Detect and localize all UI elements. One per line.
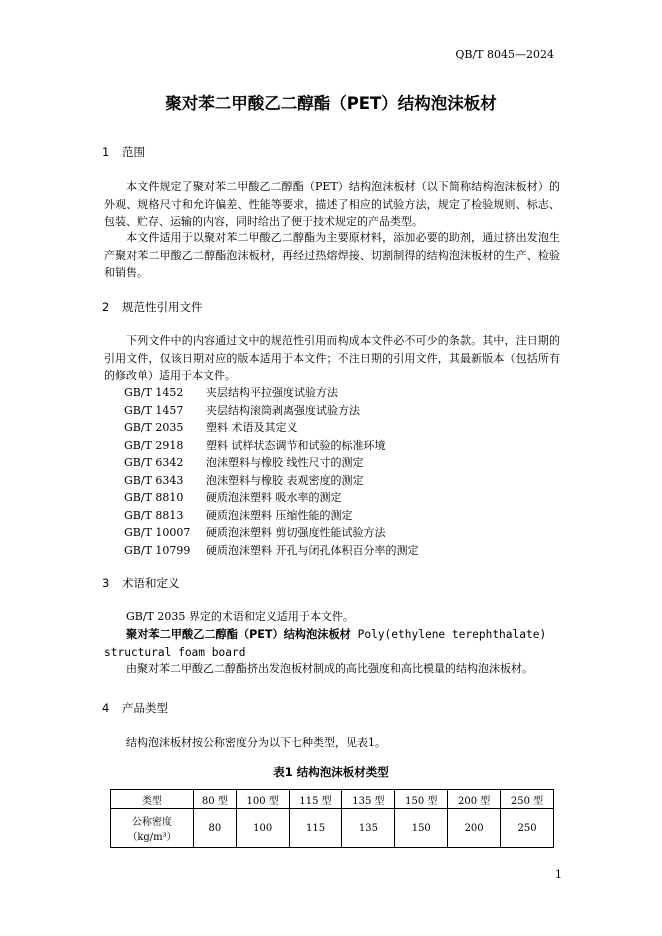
term-chinese: 聚对苯二甲酸乙二醇酯（PET）结构泡沫板材 bbox=[126, 628, 351, 641]
document-title: 聚对苯二甲酸乙二醇酯（PET）结构泡沫板材 bbox=[165, 94, 497, 113]
table-cell: 135 bbox=[342, 809, 395, 848]
reference-code: GB/T 1452 bbox=[124, 386, 184, 399]
reference-name: 泡沫塑料与橡胶 线性尺寸的测定 bbox=[206, 456, 364, 469]
section-number: 4 bbox=[102, 701, 110, 715]
page-number: 1 bbox=[555, 868, 562, 881]
section-3-intro bbox=[104, 608, 560, 626]
row-label-line: （kg/m³） bbox=[127, 832, 177, 843]
term-definition bbox=[104, 660, 560, 678]
reference-item bbox=[124, 507, 419, 525]
paragraph-text: 本文件规定了聚对苯二甲酸乙二醇酯（PET）结构泡沫板材（以下简称结构泡沫板材）的外观、规格尺寸和允许偏差、性能等要求，描述了相应的试验方法，规定了检验规则、标志、包装、贮存、运输的内容，同时给出了便于技术规定的产品类型。 bbox=[104, 180, 560, 228]
reference-item bbox=[124, 454, 419, 472]
reference-item bbox=[124, 384, 419, 402]
section-1-paragraph-2 bbox=[104, 229, 560, 282]
section-number: 3 bbox=[102, 576, 110, 590]
reference-code: GB/T 2918 bbox=[124, 438, 184, 452]
reference-name: 硬质泡沫塑料 开孔与闭孔体积百分率的测定 bbox=[206, 543, 419, 557]
table-row bbox=[111, 809, 554, 848]
reference-code: GB/T 2035 bbox=[124, 421, 184, 434]
section-4-heading bbox=[102, 700, 168, 716]
term-line-1 bbox=[104, 626, 564, 644]
reference-name: 塑料 术语及其定义 bbox=[206, 421, 298, 434]
reference-name: 塑料 试样状态调节和试验的标准环境 bbox=[206, 438, 386, 452]
table-header-cell: 100 型 bbox=[236, 790, 289, 809]
reference-code: GB/T 10799 bbox=[124, 543, 191, 557]
reference-item bbox=[124, 419, 419, 437]
reference-code: GB/T 1457 bbox=[124, 403, 184, 417]
reference-name: 硬质泡沫塑料 压缩性能的测定 bbox=[206, 508, 353, 522]
section-title: 范围 bbox=[122, 145, 145, 159]
reference-list bbox=[124, 384, 419, 559]
section-number: 1 bbox=[102, 145, 110, 159]
reference-code: GB/T 10007 bbox=[124, 526, 191, 539]
paragraph-text: 下列文件中的内容通过文中的规范性引用而构成本文件必不可少的条款。其中，注日期的引用文件，仅该日期对应的版本适用于本文件；不注日期的引用文件，其最新版本（包括所有的修改单）适用于本文件。 bbox=[104, 334, 560, 382]
section-3-heading bbox=[102, 575, 180, 591]
table-header-cell: 115 型 bbox=[289, 790, 342, 809]
section-title: 术语和定义 bbox=[122, 576, 180, 590]
term-english-1: Poly(ethylene terephthalate) bbox=[357, 628, 547, 641]
table-cell: 80 bbox=[194, 809, 237, 848]
reference-item bbox=[124, 489, 419, 507]
reference-code: GB/T 6342 bbox=[124, 456, 184, 469]
section-number: 2 bbox=[102, 300, 110, 314]
table-header-cell: 150 型 bbox=[395, 790, 448, 809]
section-4-paragraph-1 bbox=[104, 734, 560, 752]
reference-name: 夹层结构滚筒剥离强度试验方法 bbox=[206, 403, 360, 417]
table-cell: 250 bbox=[501, 809, 554, 848]
paragraph-text: 本文件适用于以聚对苯二甲酸乙二醇酯为主要原材料，添加必要的助剂，通过挤出发泡生产聚对苯二甲酸乙二醇酯泡沫板材，再经过热熔焊接、切割制得的结构泡沫板材的生产、检验和销售。 bbox=[104, 231, 560, 279]
paragraph-text: 结构泡沫板材按公称密度分为以下七种类型，见表1。 bbox=[126, 736, 386, 749]
table-row-label bbox=[111, 809, 194, 848]
section-title: 规范性引用文件 bbox=[122, 300, 203, 314]
table-caption: 表1 结构泡沫板材类型 bbox=[273, 765, 389, 779]
table-cell: 150 bbox=[395, 809, 448, 848]
table-header-row bbox=[111, 790, 554, 809]
table-cell: 200 bbox=[448, 809, 501, 848]
reference-item bbox=[124, 542, 419, 560]
table-header-cell: 135 型 bbox=[342, 790, 395, 809]
paragraph-text: GB/T 2035 界定的术语和定义适用于本文件。 bbox=[126, 610, 354, 623]
section-2-paragraph-1 bbox=[104, 332, 560, 385]
reference-name: 硬质泡沫塑料 吸水率的测定 bbox=[206, 491, 342, 504]
reference-item bbox=[124, 524, 419, 542]
section-2-heading bbox=[102, 299, 203, 315]
table-cell: 115 bbox=[289, 809, 342, 848]
product-type-table bbox=[110, 789, 554, 848]
reference-item bbox=[124, 472, 419, 490]
table-header-cell: 200 型 bbox=[448, 790, 501, 809]
reference-name: 硬质泡沫塑料 剪切强度性能试验方法 bbox=[206, 526, 386, 539]
section-1-paragraph-1 bbox=[104, 178, 560, 231]
term-english-2: structural foam board bbox=[104, 645, 246, 659]
term-entry bbox=[104, 626, 564, 661]
table-cell: 100 bbox=[236, 809, 289, 848]
section-title: 产品类型 bbox=[122, 701, 168, 715]
reference-code: GB/T 6343 bbox=[124, 473, 184, 487]
table-header-cell: 类型 bbox=[111, 790, 194, 809]
paragraph-text: 由聚对苯二甲酸乙二醇酯挤出发泡板材制成的高比强度和高比模量的结构泡沫板材。 bbox=[126, 662, 533, 675]
reference-item bbox=[124, 437, 419, 455]
reference-code: GB/T 8813 bbox=[124, 508, 184, 522]
table-header-cell: 80 型 bbox=[194, 790, 237, 809]
row-label-line: 公称密度 bbox=[132, 817, 172, 828]
reference-code: GB/T 8810 bbox=[124, 491, 184, 504]
reference-name: 夹层结构平拉强度试验方法 bbox=[206, 386, 338, 399]
reference-item bbox=[124, 402, 419, 420]
standard-code: QB/T 8045—2024 bbox=[455, 48, 554, 61]
reference-name: 泡沫塑料与橡胶 表观密度的测定 bbox=[206, 473, 364, 487]
table-header-cell: 250 型 bbox=[501, 790, 554, 809]
section-1-heading bbox=[102, 144, 145, 160]
